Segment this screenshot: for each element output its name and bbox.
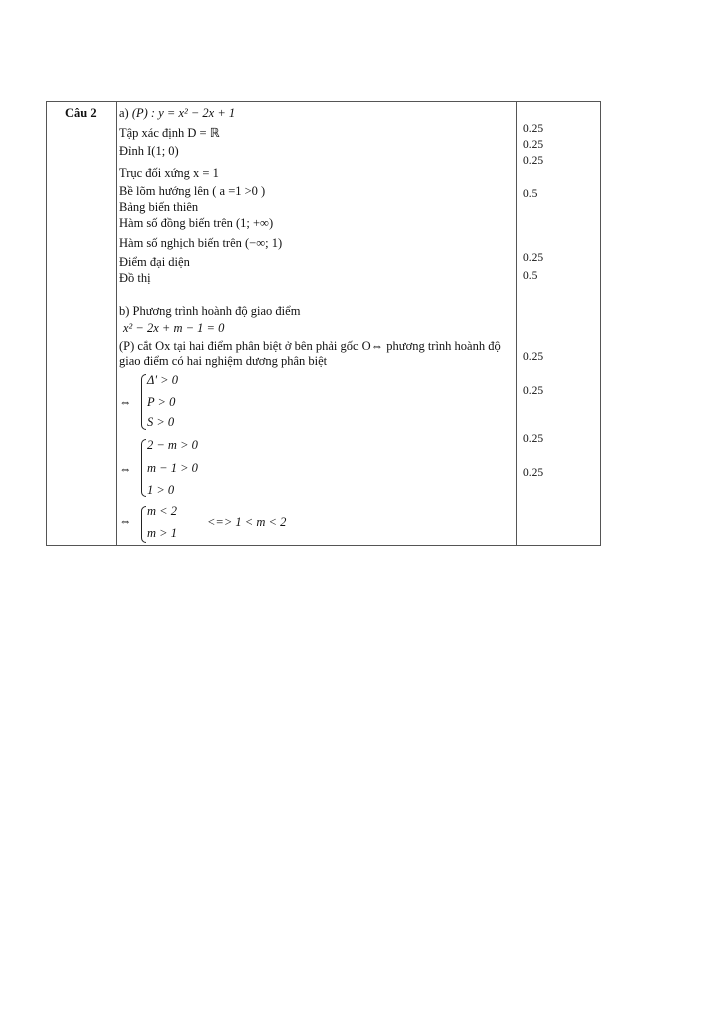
equivalence-symbol-1: ⇔: [119, 395, 132, 409]
score-value: 0.25: [523, 385, 544, 397]
score-value: 0.25: [523, 123, 544, 135]
system3-line: m > 1: [147, 526, 177, 540]
column-divider-2: [516, 102, 517, 545]
score-value: 0.25: [523, 467, 544, 479]
column-divider-1: [116, 102, 117, 545]
variation-table-line: Bảng biến thiên: [119, 200, 199, 214]
score-value: 0.25: [523, 351, 544, 363]
system1-line: S > 0: [147, 415, 175, 429]
increasing-line: Hàm số đồng biến trên (1; +∞): [119, 216, 274, 230]
score-value: 0.25: [523, 252, 544, 264]
condition-text: (P) cắt Ox tại hai điểm phân biệt ở bên phải gốc O⇔ phương trình hoành độ giao điểm có hai nghiệm dương phân biệt: [119, 339, 501, 368]
concavity-line: Bề lõm hướng lên ( a =1 >0 ): [119, 184, 266, 198]
axis-line: Trục đối xứng x = 1: [119, 166, 219, 180]
equivalence-symbol-3: ⇔: [119, 514, 132, 528]
intersection-equation: x² − 2x + m − 1 = 0: [123, 321, 225, 335]
graph-line: Đồ thị: [119, 271, 151, 285]
final-result: <=> 1 < m < 2: [207, 515, 287, 529]
decreasing-line: Hàm số nghịch biến trên (−∞; 1): [119, 236, 283, 250]
domain-line: Tập xác định D = ℝ: [119, 126, 220, 140]
system2-line: 2 − m > 0: [147, 438, 198, 452]
points-line: Điểm đại diện: [119, 255, 190, 269]
system1-line: P > 0: [147, 395, 176, 409]
system1-line: Δ' > 0: [147, 373, 178, 387]
score-value: 0.5: [523, 188, 538, 200]
score-value: 0.25: [523, 433, 544, 445]
system-brace-1: [141, 374, 146, 430]
system-brace-3: [141, 506, 146, 543]
vertex-line: Đỉnh I(1; 0): [119, 144, 179, 158]
system2-line: m − 1 > 0: [147, 461, 198, 475]
grading-table: [46, 101, 601, 546]
system3-line: m < 2: [147, 504, 177, 518]
score-value: 0.25: [523, 155, 544, 167]
question-label: Câu 2: [65, 106, 97, 120]
system2-line: 1 > 0: [147, 483, 175, 497]
part-a-function: a) (P) : y = x² − 2x + 1: [119, 106, 236, 120]
score-value: 0.25: [523, 139, 544, 151]
score-value: 0.5: [523, 270, 538, 282]
part-b-intro: b) Phương trình hoành độ giao điểm: [119, 304, 301, 318]
system-brace-2: [141, 439, 146, 497]
equivalence-symbol-2: ⇔: [119, 462, 132, 476]
